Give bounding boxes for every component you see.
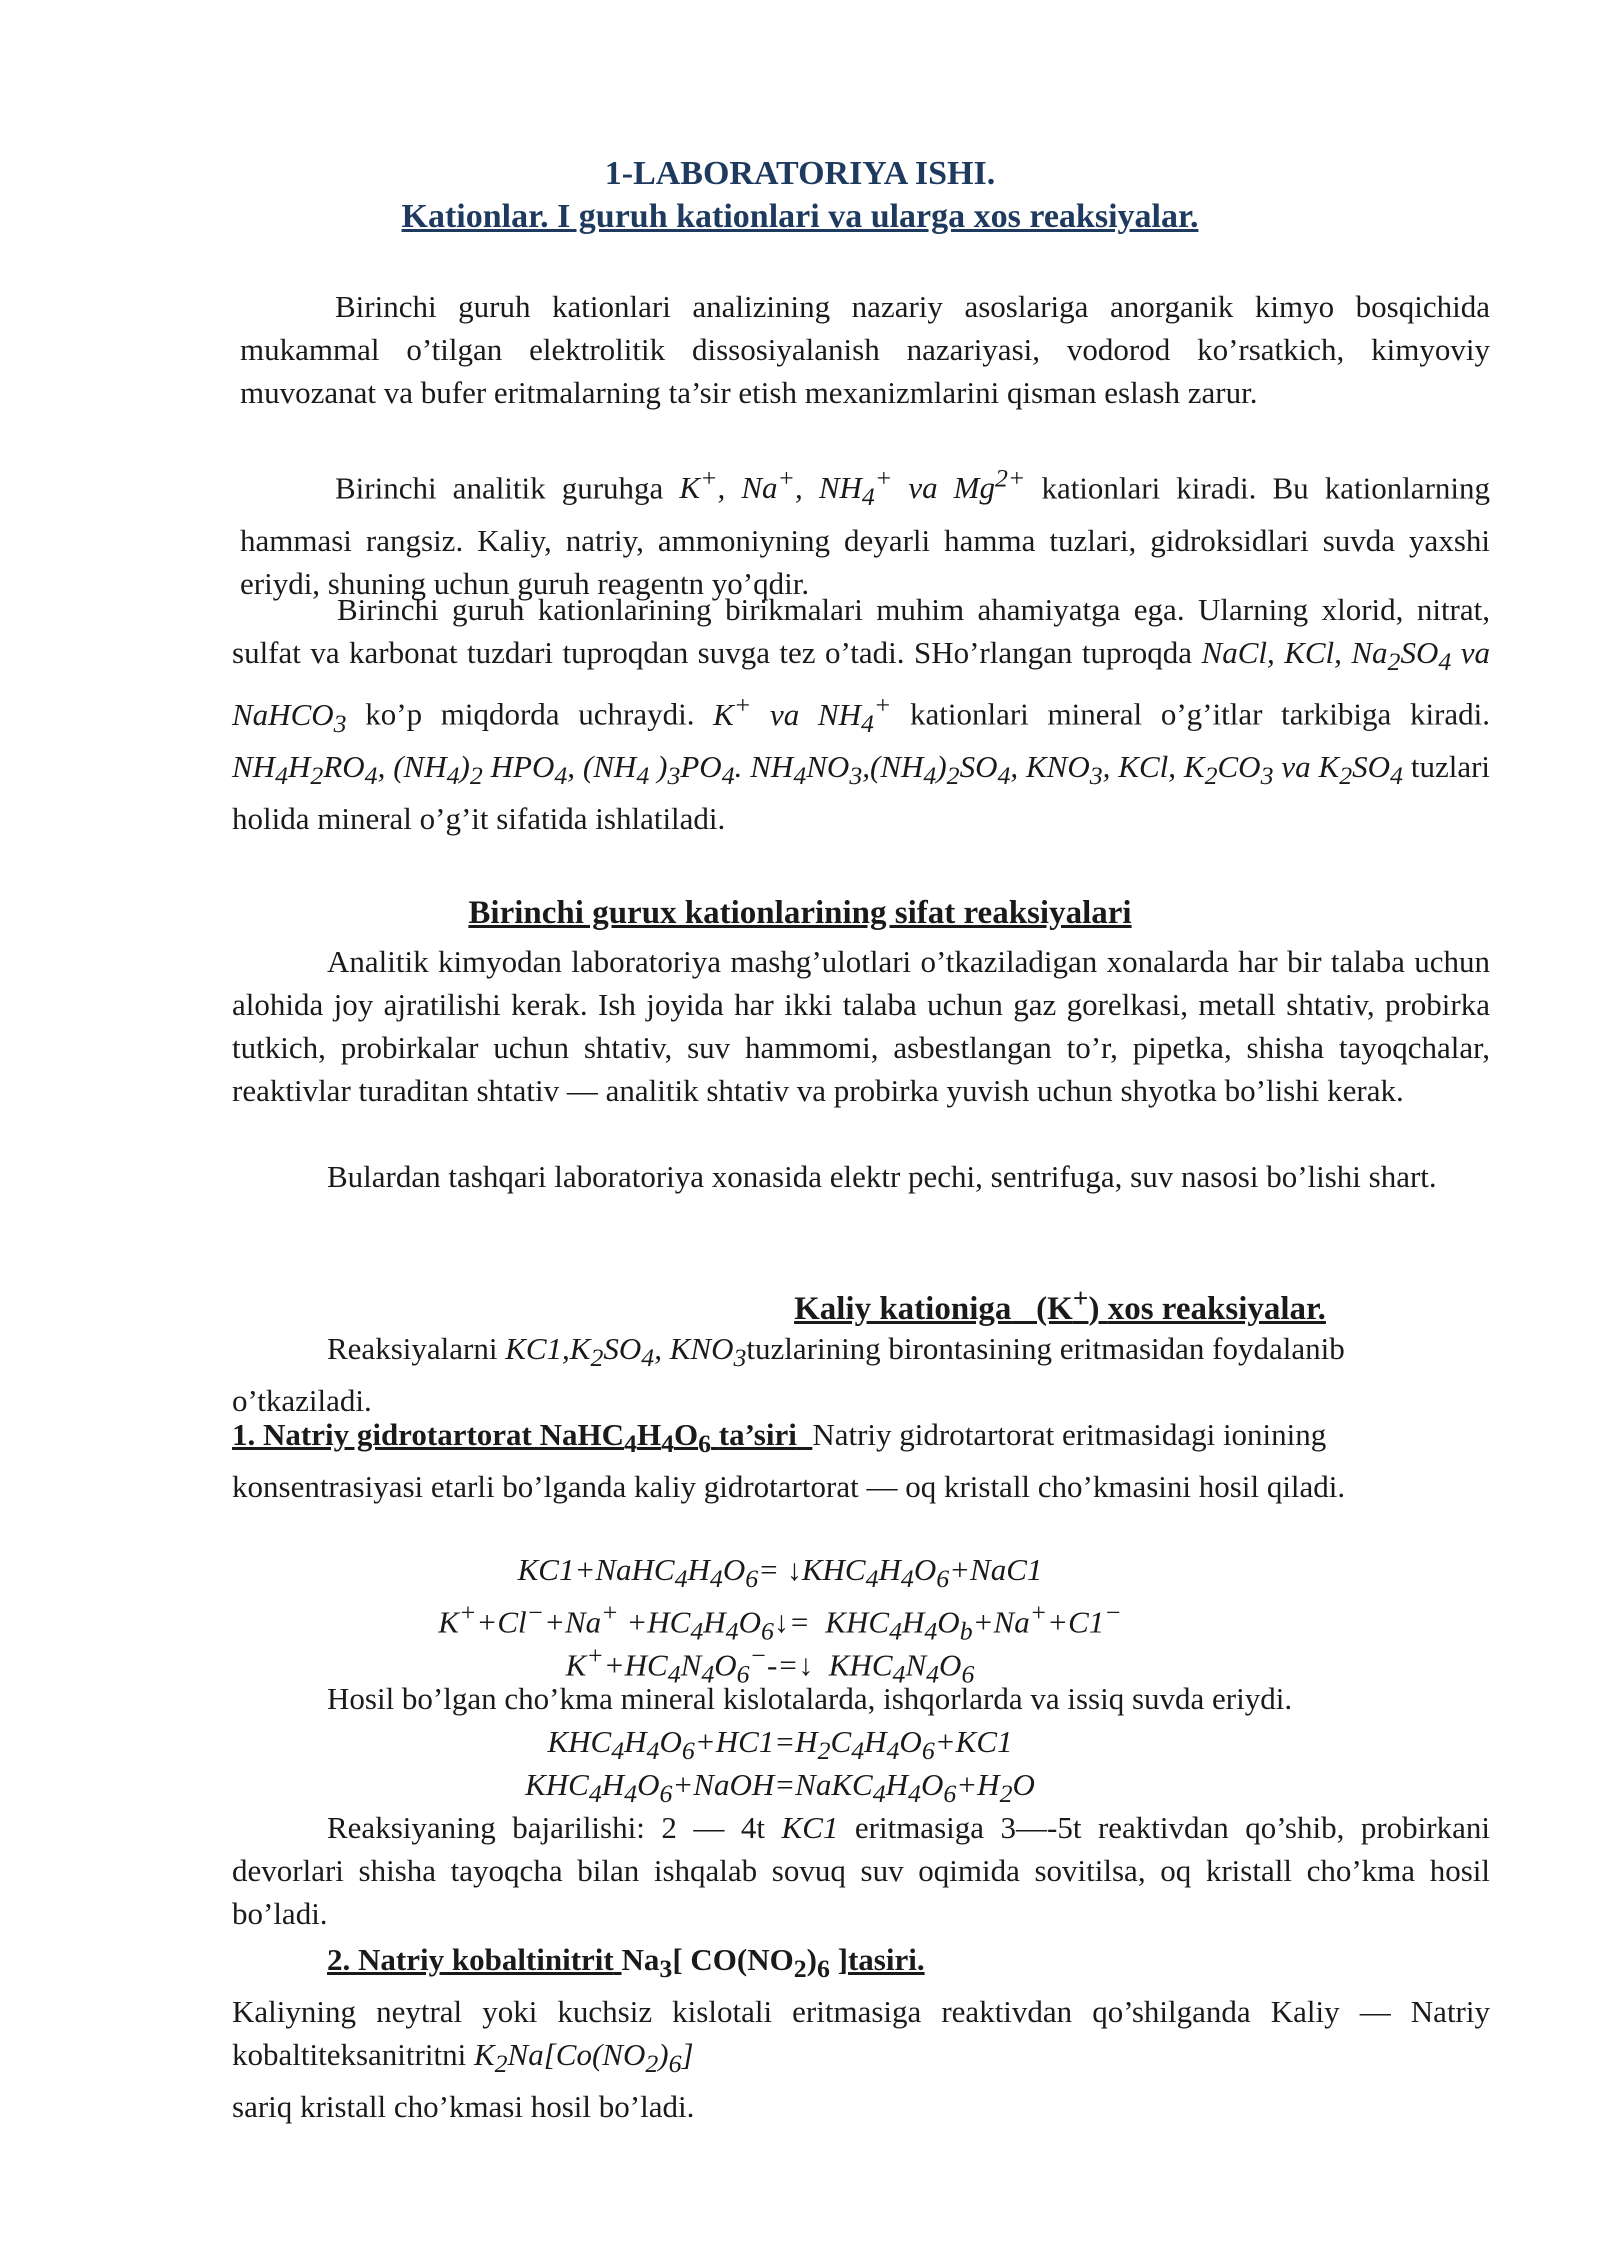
- paragraph-compounds: Birinchi guruh kationlarining birikmalari muhim ahamiyatga ega. Ularning xlorid, nitrat, sulfat va karbonat tuzdari tuproqdan suvga tez o’tadi. SHo’rlangan tuproqda NaCl, KCl, $Na_2SO_4$ va NaHCO$_3$ ko’p miqdorda uchraydi. K+ va $NH_4^+$ kationlari mineral o’g’itlar tarkibiga kiradi. $NH_4H_2RO_4$, $(NH_4)_2$ $HPO_4$, ($NH_4$ )$_3PO_4$. $NH_4NO_3,(NH_4)_2SO_4$, $KNO_3$, KCl, $K_2CO_3$ va $K_2SO_4$ tuzlari holida mineral o’g’it sifatida ishlatiladi.: [232, 592, 1491, 836]
- paragraph-item2: 2. Natriy kobaltinitrit $Na_3$[ $CO(NO_2)_6$ ]tasiri. Kaliyning neytral yoki kuchsiz kislotali eritmasiga reaktivdan qo’shilganda Kaliy — Natriy kobaltiteksanitritni $K_2Na[Co(NO_2)_6]$ sariq kristall cho’kmasi hosil bo’ladi.: [232, 1942, 1490, 2125]
- lab-subtitle: Kationlar. I guruh kationlari va ularga xos reaksiyalar.: [401, 198, 1199, 235]
- paragraph-group-cations: Birinchi analitik guruhga K+, Na+, $NH_4^+$ va $Mg^{2+}$ kationlari kiradi. Bu kationlarning hammasi rangsiz. Kaliy, natriy, ammoniyning deyarli hamma tuzlari, gidroksidlari suvda yaxshi eriydi, shuning uchun guruh reagentn yo’qdir.: [240, 464, 1491, 601]
- equation-2: $K^++Cl^-+Na^+ +HC_4H_4O_6↓= KHC_4H_4O_b+Na^++C1^-$: [438, 1598, 1122, 1646]
- paragraph-equipment: Bulardan tashqari laboratoriya xonasida elektr pechi, sentrifuga, suv nasosi bo’lishi shart.: [327, 1159, 1437, 1194]
- equation-1: $KC1+NaHC_4H_4O_6=$ $↓KHC_4H_4O_6+NaC1$: [517, 1552, 1043, 1594]
- equation-3: $K^++HC_4N_4O_6^--=↓$ $KHC_4N_4O_6$: [565, 1641, 975, 1689]
- paragraph-dissolution: Hosil bo’lgan cho’kma mineral kislotalarda, ishqorlarda va issiq suvda eriydi.: [327, 1681, 1293, 1716]
- paragraph-lab-setup: Analitik kimyodan laboratoriya mashg’ulotlari o’tkaziladigan xonalarda har bir talaba uchun alohida joy ajratilishi kerak. Ish joyida har ikki talaba uchun gaz gorelkasi, metall shtativ, probirka tutkich, probirkalar uchun shtativ, suv hammomi, asbestlangan to’r, pipetka, shisha tayoqchalar, reaktivlar turaditan shtativ — analitik shtativ va probirka yuvish uchun shyotka bo’lishi kerak.: [232, 944, 1490, 1108]
- section-heading-qualitative: Birinchi gurux kationlarining sifat reaksiyalari: [468, 895, 1132, 931]
- lab-title: 1-LABORATORIYA ISHI.: [604, 155, 996, 192]
- paragraph-intro: Birinchi guruh kationlari analizining nazariy asoslariga anorganik kimyo bosqichida mukammal o’tilgan elektrolitik dissosiyalanish nazariyasi, vodorod ko’rsatkich, kimyoviy muvozanat va bufer eritmalarning ta’sir etish mexanizmlarini qisman eslash zarur.: [240, 289, 1490, 410]
- paragraph-item1: 1. Natriy gidrotartorat $NaHC_4H_4O_6$ ta’siri Natriy gidrotartorat eritmasidagi ionining konsentrasiyasi etarli bo’lganda kaliy gidrotartorat — oq kristall cho’kmasini hosil qiladi.: [232, 1417, 1346, 1505]
- equation-4: $KHC_4H_4O_6+HC1=H_2C_4H_4O_6+KC1$: [547, 1724, 1013, 1766]
- paragraph-procedure: Reaksiyaning bajarilishi: 2 — 4t KC1 eritmasiga 3—-5t reaktivdan qo’shib, probirkani devorlari shisha tayoqcha bilan ishqalab sovuq suv oqimida sovitilsa, oq kristall cho’kma hosil bo’ladi.: [232, 1810, 1490, 1931]
- paragraph-reagents: Reaksiyalarni $KC1,K_2SO_4$, $KNO_3tuzlarining$ birontasining eritmasidan foydalanib o’tkaziladi.: [232, 1331, 1345, 1419]
- section-heading-potassium: Kaliy kationiga (K+) xos reaksiyalar.: [794, 1282, 1326, 1327]
- equation-5: $KHC_4H_4O_6+NaOH=NaKC_4H_4O_6+H_2O$: [525, 1767, 1035, 1809]
